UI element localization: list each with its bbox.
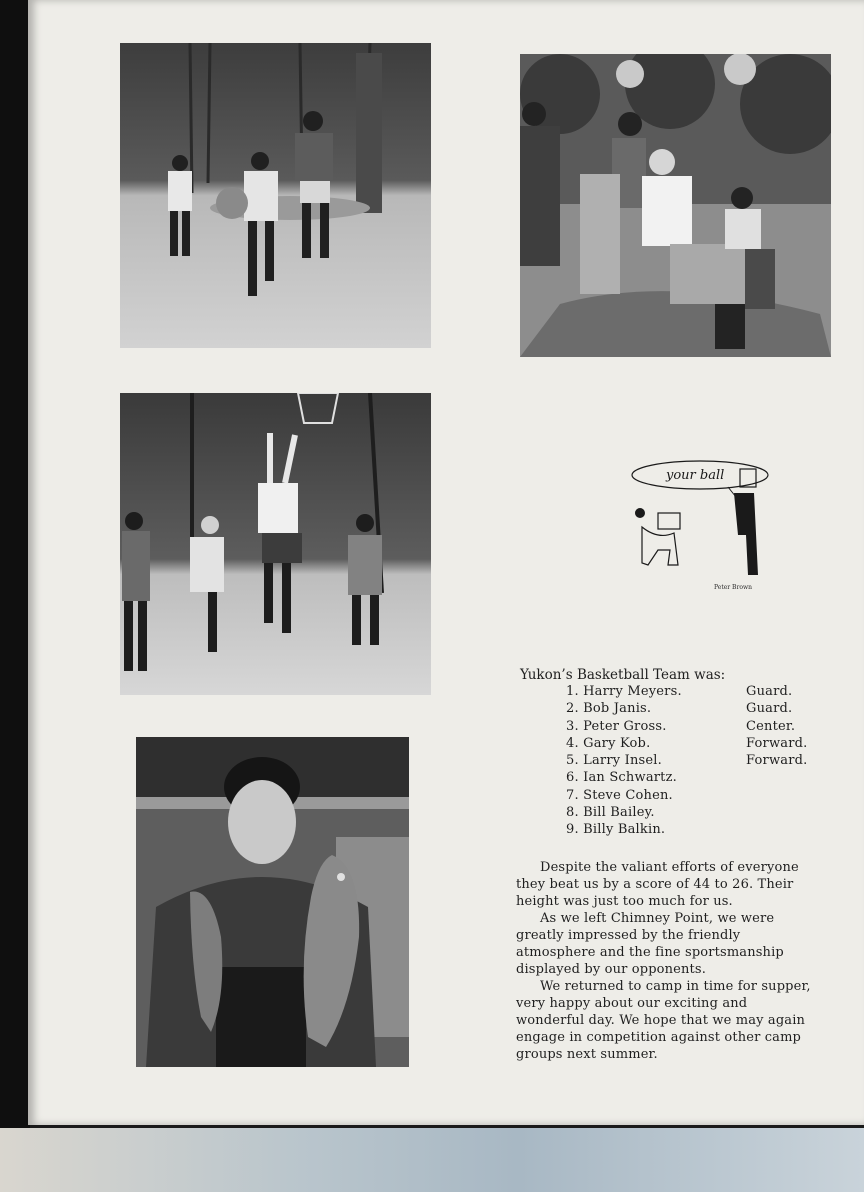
- roster-row: 2. Bob Janis. Guard.: [566, 701, 793, 717]
- cartoon-signature: Peter Brown: [714, 584, 752, 591]
- roster-row: 1. Harry Meyers. Guard.: [566, 684, 793, 699]
- basketball-photo-1: [120, 43, 431, 348]
- story-paragraph-2: As we left Chimney Point, we were greatly impressed by the friendly atmosphere and the fine sportsmanship displayed by our opponents.: [516, 911, 784, 977]
- roster-row: 5. Larry Insel. Forward.: [566, 753, 808, 769]
- yearbook-page: [28, 0, 864, 1125]
- roster-title: Yukon’s Basketball Team was:: [520, 667, 726, 683]
- binding-edge: [0, 0, 30, 1192]
- cartoon-illustration: [628, 455, 778, 595]
- story-paragraph-3: We returned to camp in time for supper, very happy about our exciting and wonderful day. We hope that we may again engage in competition against other camp groups next summer.: [516, 979, 811, 1062]
- roster-row: 4. Gary Kob. Forward.: [566, 735, 808, 751]
- speech-bubble-text: your ball: [666, 468, 725, 483]
- basketball-photo-2: [120, 393, 431, 695]
- roster-row: 6. Ian Schwartz.: [566, 770, 677, 786]
- fishing-photo: [136, 737, 409, 1067]
- scan-background: [0, 1128, 864, 1192]
- story-text: [516, 859, 816, 1063]
- roster-row: 3. Peter Gross. Center.: [566, 718, 796, 734]
- roster-row: 8. Bill Bailey.: [566, 805, 655, 821]
- story-paragraph-1: Despite the valiant efforts of everyone they beat us by a score of 44 to 26. Their height was just too much for us.: [516, 860, 799, 909]
- roster-list: [566, 684, 816, 840]
- roster-row: 7. Steve Cohen.: [566, 787, 673, 803]
- spectators-photo: [520, 54, 831, 357]
- roster-row: 9. Billy Balkin.: [566, 822, 666, 838]
